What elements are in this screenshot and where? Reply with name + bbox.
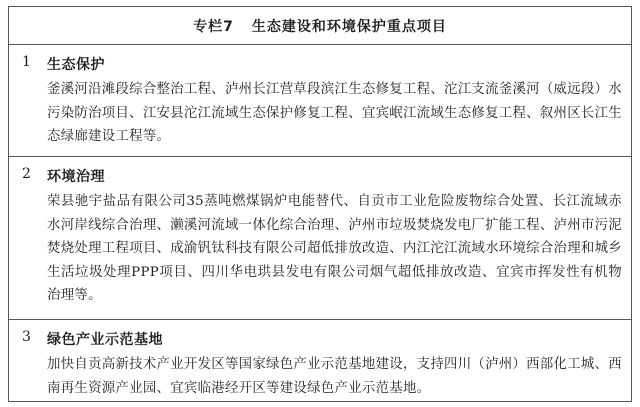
section-heading: 环境治理 bbox=[47, 169, 105, 185]
column-title-text: 生态建设和环境保护重点项目 bbox=[251, 18, 447, 35]
section-green-industry-base bbox=[9, 320, 631, 402]
project-column-table bbox=[8, 6, 632, 402]
section-number: 1 bbox=[22, 54, 31, 70]
column-title bbox=[9, 7, 631, 45]
section-number: 3 bbox=[22, 329, 31, 345]
section-heading: 生态保护 bbox=[47, 57, 105, 73]
section-body: 釜溪河沿滩段综合整治工程、泸州长江营草段滨江生态修复工程、沱江支流釜溪河（威远段）水污染防治项目、江安县沱江流域生态保护修复工程、宜宾岷江流域生态修复工程、叙州区长江生态绿廊建设工程等。 bbox=[47, 82, 623, 144]
section-heading: 绿色产业示范基地 bbox=[47, 332, 163, 348]
section-number: 2 bbox=[22, 166, 31, 182]
column-label: 专栏7 bbox=[193, 18, 234, 35]
section-environmental-governance bbox=[9, 157, 631, 320]
section-ecological-protection bbox=[9, 45, 631, 157]
section-body: 加快自贡高新技术产业开发区等国家绿色产业示范基地建设，支持四川（泸州）西部化工城、西南再生资源产业园、宜宾临港经开区等建设绿色产业示范基地。 bbox=[47, 357, 623, 396]
section-body: 荣县驰宇盐品有限公司35蒸吨燃煤锅炉电能替代、自贡市工业危险废物综合处置、长江流域赤水河岸线综合治理、濑溪河流域一体化综合治理、泸州市垃圾焚烧发电厂扩能工程、泸州市污泥焚烧处理工程项目、成渝钒钛科技有限公司超低排放改造、内江沱江流域水环境综合治理和城乡生活垃圾处理PPP项目、四川华电珙县发电有限公司烟气超低排放改造、宜宾市挥发性有机物治理等。 bbox=[47, 194, 623, 303]
